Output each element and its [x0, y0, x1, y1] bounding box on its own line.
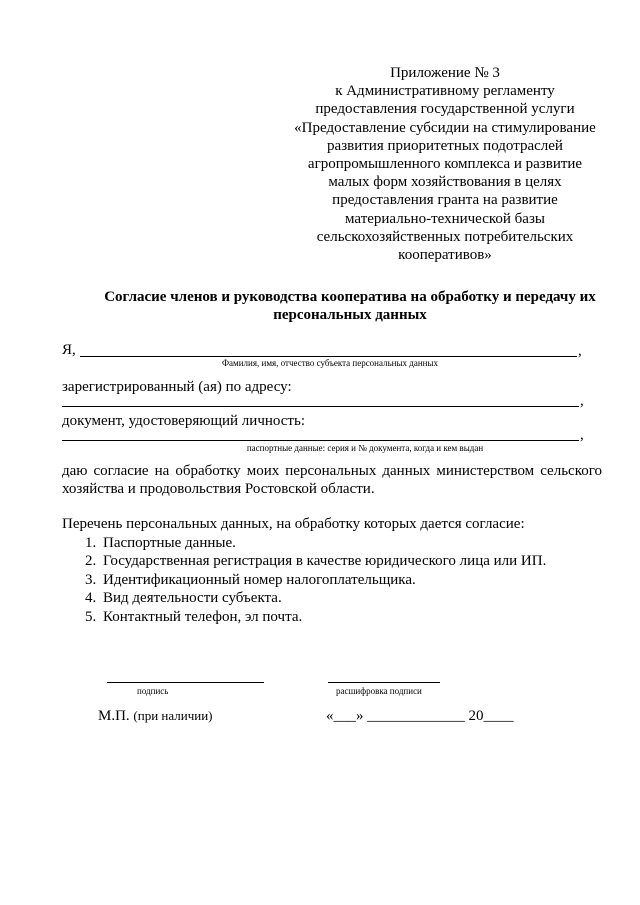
passport-caption: паспортные данные: серия и № документа, когда и кем выдан [246, 443, 484, 453]
signature-field[interactable] [107, 682, 264, 683]
list-item: 3. Идентификационный номер налогоплательщика. [100, 571, 546, 590]
fio-field[interactable] [80, 356, 577, 357]
document-comma: , [580, 427, 584, 443]
signature-caption: подпись [137, 686, 169, 696]
appendix-line: развития приоритетных подотраслей [327, 137, 563, 154]
appendix-line: агропромышленного комплекса и развитие [307, 156, 583, 173]
list-item: 5. Контактный телефон, эл почта. [100, 608, 546, 627]
appendix-line: к Административному регламенту [335, 83, 555, 100]
appendix-line: Приложение № 3 [390, 65, 500, 81]
stamp-label [98, 707, 212, 725]
list-heading: Перечень персональных данных, на обработку которых дается согласие: [62, 516, 525, 532]
list-item: 4. Вид деятельности субъекта. [100, 589, 546, 608]
address-comma: , [580, 393, 584, 409]
signature-decoding-field[interactable] [328, 682, 440, 683]
list-item: 1. Паспортные данные. [100, 534, 546, 553]
title-line-1: Согласие членов и руководства кооператива на обработку и передачу их [104, 289, 596, 305]
list-item: 2. Государственная регистрация в качестве юридического лица или ИП. [100, 552, 546, 571]
consent-line-1: даю согласие на обработку моих персональных данных министерством сельского [62, 463, 602, 479]
title-line-2: персональных данных [273, 307, 427, 323]
date-field[interactable]: «___» _____________ 20____ [326, 708, 514, 724]
decoding-caption: расшифровка подписи [336, 686, 422, 696]
appendix-line: предоставления гранта на развитие [332, 192, 558, 209]
mp-label: М.П. [98, 708, 130, 724]
fio-comma: , [578, 343, 582, 359]
i-label: Я, [62, 342, 76, 358]
appendix-line: предоставления государственной услуги [315, 101, 575, 118]
consent-line-2: хозяйства и продовольствия Ростовской области. [62, 481, 375, 497]
appendix-line: малых форм хозяйствования в целях [328, 174, 562, 191]
mp-note: (при наличии) [133, 708, 213, 723]
appendix-line: сельскохозяйственных потребительских [316, 228, 574, 245]
document-field[interactable] [62, 440, 579, 441]
consent-paragraph [62, 462, 602, 498]
personal-data-list [62, 515, 546, 627]
appendix-line: материально-технической базы [345, 210, 545, 227]
document-title [60, 288, 640, 324]
appendix-line: «Предоставление субсидии на стимулирование [294, 119, 596, 136]
registered-label: зарегистрированный (ая) по адресу: [62, 379, 292, 395]
document-label: документ, удостоверяющий личность: [62, 413, 305, 429]
fio-caption: Фамилия, имя, отчество субъекта персональных данных [221, 358, 439, 368]
fio-row [62, 341, 76, 359]
appendix-header [285, 64, 605, 264]
address-field[interactable] [62, 406, 579, 407]
appendix-line: кооперативов» [398, 247, 492, 264]
